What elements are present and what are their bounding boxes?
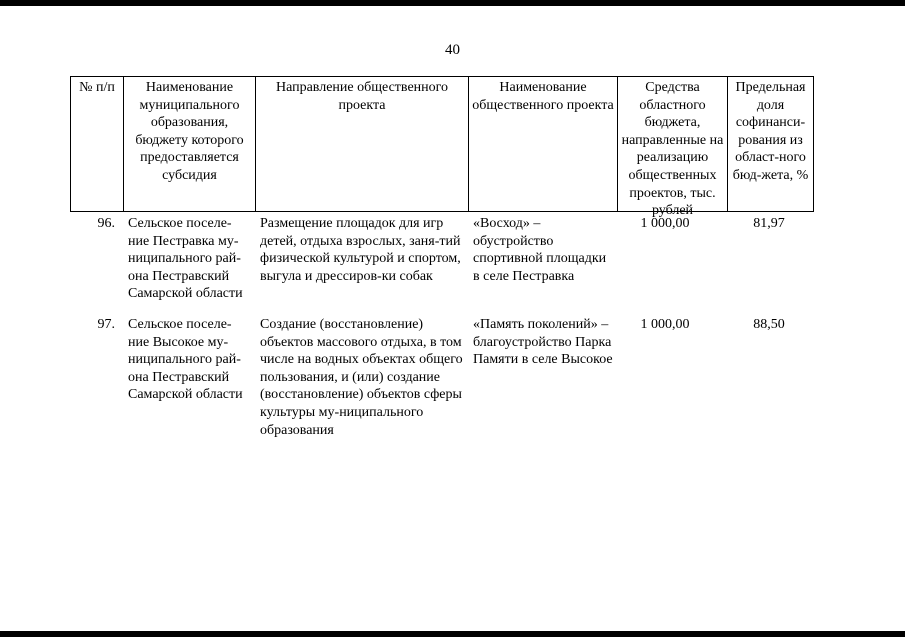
row-96-number: 96. [97,216,115,231]
page-number: 40 [445,42,460,58]
row-96-share: 81,97 [753,216,785,231]
header-project: Наименование общественного проекта [468,76,617,212]
header-funds: Средства областного бюджета, направленные на реализацию общественных проектов, тыс. рублей [617,76,727,212]
row-97-number: 97. [97,317,115,332]
row-97-project: «Память поколений» – благоустройство Парка Памяти в селе Высокое [473,317,613,368]
bottom-border-rule [0,631,905,637]
row-96-funds: 1 000,00 [640,216,690,231]
header-number: № п/п [70,76,123,212]
subsidy-table [70,76,814,443]
top-border-rule [0,0,905,6]
row-97-funds: 1 000,00 [640,317,690,332]
row-97-direction: Создание (восстановление) объектов массового отдыха, в том числе на водных объектах общего пользования, и (или) создание (восстановление) объектов сферы культуры му-ниципального образования [260,317,463,438]
header-direction: Направление общественного проекта [255,76,468,212]
row-97-share: 88,50 [753,317,785,332]
row-96-project: «Восход» – обустройство спортивной площадки в селе Пестравка [473,216,607,284]
header-municipality: Наименование муниципального образования, бюджету которого предоставляется субсидия [123,76,255,212]
row-96-municipality: Сельское поселе-ние Пестравка му-ниципального рай-она Пестравский Самарской области [128,216,243,302]
header-share: Предельная доля софинанси-рования из област-ного бюд-жета, % [727,76,814,212]
row-96-direction: Размещение площадок для игр детей, отдыха взрослых, заня-тий физической культурой и спортом, выгула и дрессиров-ки собак [260,216,461,284]
row-97-municipality: Сельское поселе-ние Высокое му-ниципального рай-она Пестравский Самарской области [128,317,243,403]
